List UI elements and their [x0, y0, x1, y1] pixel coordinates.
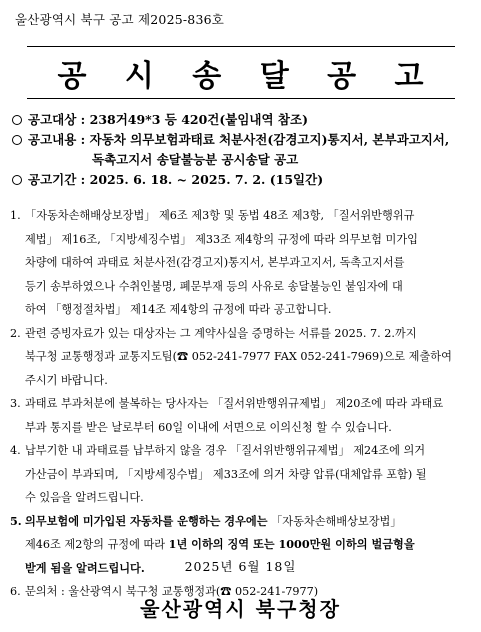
circle-bullet-icon — [12, 135, 22, 145]
summary-content: 공고내용 : 자동차 의무보험과태료 처분사전(감경고지)통지서, 본부과고지서, — [28, 132, 450, 147]
summary-period: 공고기간 : 2025. 6. 18. ~ 2025. 7. 2. (15일간) — [28, 172, 324, 187]
item-line — [25, 510, 472, 534]
item-number: 3. — [10, 397, 21, 410]
item-line: 가산금이 부과되며, 「지방세징수법」 제33조에 의거 차량 압류(대체압류 포함) 될 — [25, 467, 427, 481]
item-line-bold: 의무보험에 미가입된 자동차를 운행하는 경우에는 — [25, 513, 268, 528]
summary-content-row — [12, 130, 474, 150]
item-line — [25, 533, 472, 557]
summary-period-row — [12, 170, 474, 190]
item-number: 2. — [10, 326, 21, 340]
summary-content-continued-row — [12, 150, 474, 170]
notice-items — [10, 204, 472, 604]
circle-bullet-icon — [12, 175, 22, 185]
item-line: 제법」 제16조, 「지방세징수법」 제33조 제4항의 규정에 따라 의무보험 미가입 — [25, 232, 418, 246]
item-number: 6. — [10, 585, 21, 598]
item-number: 1. — [10, 209, 21, 222]
notice-item-1 — [10, 204, 472, 322]
page-title: 공 시 송 달 공 고 — [57, 59, 438, 94]
notice-item-4 — [10, 439, 472, 510]
summary-target-row — [12, 110, 474, 130]
title-top-rule — [27, 46, 455, 47]
item-line: 「자동차손해배상보장법」 제6조 제3항 및 동법 48조 제3항, 「질서위반행위규 — [25, 209, 415, 222]
item-line-normal: 「자동차손해배상보장법」 — [267, 514, 402, 528]
item-line-normal: 제46조 제2항의 규정에 따라 — [25, 538, 169, 551]
item-line: 주시기 바랍니다. — [25, 373, 108, 387]
item-number: 5. — [10, 513, 22, 528]
issuer-name: 울산광역시 북구청장 — [140, 597, 341, 621]
item-line: 납부기한 내 과태료를 납부하지 않을 경우 「질서위반행위규제법」 제24조에 의거 — [25, 444, 426, 457]
item-line-bold: 받게 됨을 알려드립니다. — [25, 560, 145, 575]
item-number: 4. — [10, 444, 21, 457]
item-line: 차량에 대하여 과태료 처분사전(감경고지)통지서, 본부과고지서, 독촉고지서를 — [25, 256, 405, 269]
title-bottom-rule — [27, 98, 455, 99]
item-line: 과태료 부과처분에 불복하는 당사자는 「질서위반행위규제법」 제20조에 따라 과태료 — [25, 397, 444, 410]
summary-content-continued: 독촉고지서 송달불능분 공시송달 공고 — [92, 152, 299, 167]
circle-bullet-icon — [12, 115, 22, 125]
item-line: 부과 통지를 받은 날로부터 60일 이내에 서면으로 이의신청 할 수 있습니다. — [25, 420, 392, 434]
item-line: 등기 송부하였으나 수취인불명, 폐문부재 등의 사유로 송달불능인 붙임자에 대 — [25, 279, 403, 293]
notice-summary — [12, 110, 474, 190]
notice-date: 2025년 6월 18일 — [184, 559, 297, 574]
notice-item-2 — [10, 322, 472, 393]
notice-item-3 — [10, 392, 472, 439]
item-line: 수 있음을 알려드립니다. — [25, 491, 144, 504]
summary-target: 공고대상 : 238거49*3 등 420건(붙임내역 참조) — [28, 112, 308, 127]
item-line: 하여 「행정절차법」 제14조 제4항의 규정에 따라 공고합니다. — [25, 303, 332, 316]
item-line-bold: 1년 이하의 징역 또는 1000만원 이하의 벌금형을 — [168, 537, 415, 551]
item-line: 북구청 교통행정과 교통지도팀(☎ 052-241-7977 FAX 052-241-7969)으로 제출하여 — [25, 350, 452, 363]
document-number: 울산광역시 북구 공고 제2025-836호 — [15, 12, 225, 27]
item-line: 문의처 : 울산광역시 북구청 교통행정과(☎ 052-241-7977) — [25, 585, 319, 598]
item-line: 관련 증빙자료가 있는 대상자는 그 계약사실을 증명하는 서류를 2025. 7. 2.까지 — [25, 326, 417, 340]
